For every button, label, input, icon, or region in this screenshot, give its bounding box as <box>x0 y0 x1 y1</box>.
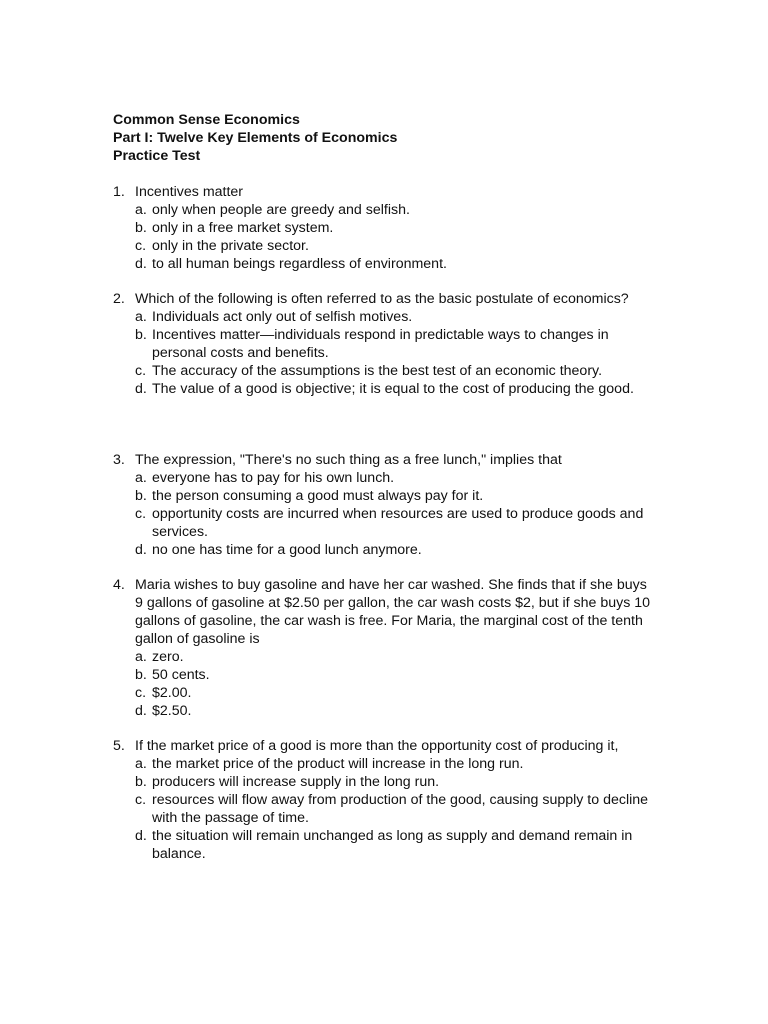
document-title: Common Sense Economics <box>113 112 300 128</box>
choice-text: only in a free market system. <box>152 220 334 236</box>
choice-label: a. <box>135 756 147 772</box>
choice-text: everyone has to pay for his own lunch. <box>152 470 395 486</box>
answer-choice <box>135 773 658 791</box>
choice-text: 50 cents. <box>152 667 210 683</box>
choice-label: a. <box>135 202 147 218</box>
choice-label: c. <box>135 792 147 808</box>
answer-choice <box>135 308 658 326</box>
choice-label: c. <box>135 685 147 701</box>
answer-choice <box>135 684 658 702</box>
choice-label: d. <box>135 381 147 397</box>
answer-choice <box>135 702 658 720</box>
answer-choice <box>135 255 658 273</box>
choice-text: no one has time for a good lunch anymore. <box>152 542 422 558</box>
choice-text: the market price of the product will increase in the long run. <box>152 756 524 772</box>
answer-choice <box>135 469 658 487</box>
answer-choice <box>135 326 658 362</box>
document-subtitle: Practice Test <box>113 148 201 164</box>
choice-label: d. <box>135 542 147 558</box>
question-3 <box>113 451 658 559</box>
question-text: Maria wishes to buy gasoline and have her car washed. She finds that if she buys 9 gallons of gasoline at $2.50 per gallon, the car wash costs $2, but if she buys 10 gallons of gasoline, the car wash is free. For Maria, the marginal cost of the tenth gallon of gasoline is <box>135 577 651 647</box>
choice-label: c. <box>135 238 147 254</box>
choice-text: $2.50. <box>152 703 192 719</box>
choice-text: the person consuming a good must always pay for it. <box>152 488 484 504</box>
answer-choice <box>135 791 658 827</box>
question-text: Incentives matter <box>135 184 244 200</box>
choice-text: producers will increase supply in the long run. <box>152 774 440 790</box>
choice-text: The value of a good is objective; it is equal to the cost of producing the good. <box>152 381 634 397</box>
question-1 <box>113 183 658 273</box>
answer-choice <box>135 541 658 559</box>
choice-text: $2.00. <box>152 685 192 701</box>
question-text: The expression, "There's no such thing as a free lunch," implies that <box>135 452 562 468</box>
question-number: 2. <box>113 291 125 307</box>
answer-choice <box>135 827 658 863</box>
choice-text: only when people are greedy and selfish. <box>152 202 410 218</box>
answer-choice <box>135 237 658 255</box>
choice-label: d. <box>135 256 147 272</box>
question-number: 4. <box>113 577 125 593</box>
question-number: 5. <box>113 738 125 754</box>
answer-choice <box>135 666 658 684</box>
answer-choice <box>135 755 658 773</box>
choice-label: c. <box>135 506 147 522</box>
choice-text: to all human beings regardless of environment. <box>152 256 447 272</box>
choice-label: a. <box>135 470 147 486</box>
document-header <box>113 111 397 165</box>
choice-text: Individuals act only out of selfish motives. <box>152 309 413 325</box>
choice-text: the situation will remain unchanged as long as supply and demand remain in balance. <box>152 828 633 862</box>
choice-label: b. <box>135 327 147 343</box>
question-number: 1. <box>113 184 125 200</box>
question-number: 3. <box>113 452 125 468</box>
choice-label: a. <box>135 649 147 665</box>
choice-label: c. <box>135 363 147 379</box>
choice-label: a. <box>135 309 147 325</box>
choice-text: only in the private sector. <box>152 238 309 254</box>
choice-text: opportunity costs are incurred when resources are used to produce goods and services. <box>152 506 644 540</box>
choice-text: resources will flow away from production of the good, causing supply to decline with the passage of time. <box>152 792 649 826</box>
question-text: If the market price of a good is more than the opportunity cost of producing it, <box>135 738 619 754</box>
choice-label: b. <box>135 220 147 236</box>
question-text: Which of the following is often referred to as the basic postulate of economics? <box>135 291 629 307</box>
question-5 <box>113 737 658 863</box>
answer-choice <box>135 362 658 380</box>
choice-label: d. <box>135 828 147 844</box>
choice-text: The accuracy of the assumptions is the best test of an economic theory. <box>152 363 603 379</box>
answer-choice <box>135 201 658 219</box>
answer-choice <box>135 487 658 505</box>
document-part-title: Part I: Twelve Key Elements of Economics <box>113 130 398 146</box>
question-2 <box>113 290 658 398</box>
choice-label: b. <box>135 774 147 790</box>
answer-choice <box>135 648 658 666</box>
answer-choice <box>135 380 658 398</box>
answer-choice <box>135 505 658 541</box>
choice-label: b. <box>135 488 147 504</box>
question-4 <box>113 576 658 720</box>
choice-text: Incentives matter—individuals respond in predictable ways to changes in personal costs and benefits. <box>152 327 609 361</box>
choice-label: b. <box>135 667 147 683</box>
choice-label: d. <box>135 703 147 719</box>
answer-choice <box>135 219 658 237</box>
choice-text: zero. <box>152 649 184 665</box>
